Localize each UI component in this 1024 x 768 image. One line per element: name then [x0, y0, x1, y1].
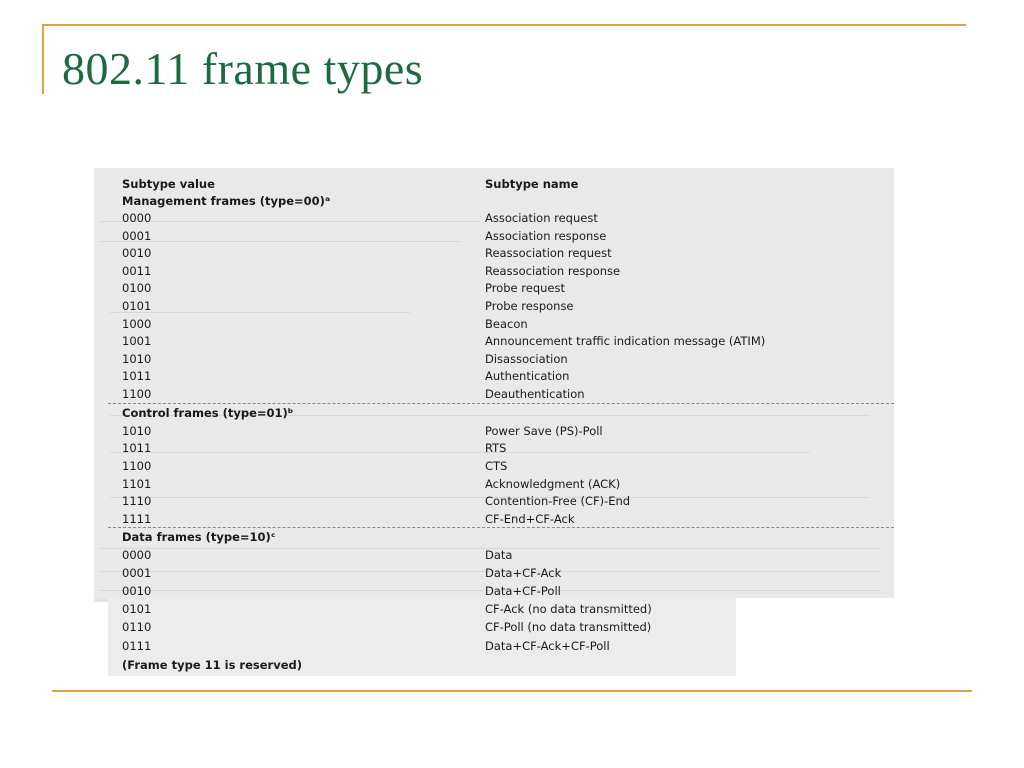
- table-row-value: 1010: [122, 424, 152, 438]
- table-row-name: Reassociation request: [485, 246, 612, 260]
- table-row-name: Association response: [485, 229, 607, 243]
- table-row-value: 1011: [122, 369, 152, 383]
- table-row-value: 1010: [122, 352, 152, 366]
- table-row-name: Contention-Free (CF)-End: [485, 494, 631, 508]
- table-row-name: CF-Ack (no data transmitted): [485, 602, 652, 616]
- section-divider: [108, 403, 894, 404]
- table-row-value: 0011: [122, 264, 152, 278]
- table-row-value: 0111: [122, 639, 152, 653]
- table-row-name: Probe response: [485, 299, 574, 313]
- table-row-name: Deauthentication: [485, 387, 585, 401]
- table-row-name: Association request: [485, 211, 598, 225]
- header-subtype-name: Subtype name: [485, 177, 579, 191]
- table-footnote: (Frame type 11 is reserved): [122, 658, 302, 672]
- table-row-name: CF-Poll (no data transmitted): [485, 620, 652, 634]
- table-row-value: 0101: [122, 602, 152, 616]
- bottom-accent-line: [52, 690, 972, 692]
- table-row-name: Data: [485, 548, 513, 562]
- table-row-name: Reassociation response: [485, 264, 621, 278]
- table-row-value: 0010: [122, 246, 152, 260]
- table-row-name: CTS: [485, 459, 508, 473]
- table-row-name: Disassociation: [485, 352, 568, 366]
- section-divider: [108, 527, 894, 528]
- table-row-name: Data+CF-Ack: [485, 566, 562, 580]
- table-row-value: 0000: [122, 211, 152, 225]
- table-row-name: Authentication: [485, 369, 570, 383]
- table-row-value: 0010: [122, 584, 152, 598]
- table-row-value: 1110: [122, 494, 152, 508]
- table-row-name: RTS: [485, 441, 507, 455]
- slide-title: 802.11 frame types: [62, 43, 424, 94]
- table-row-name: CF-End+CF-Ack: [485, 512, 575, 526]
- table-row-name: Beacon: [485, 317, 528, 331]
- table-row-name: Data+CF-Poll: [485, 584, 561, 598]
- table-row-name: Acknowledgment (ACK): [485, 477, 621, 491]
- section-heading-management: Management frames (type=00)ᵃ: [122, 194, 331, 208]
- table-row-value: 0000: [122, 548, 152, 562]
- table-row-value: 1001: [122, 334, 152, 348]
- table-row-value: 1100: [122, 459, 152, 473]
- table-row-name: Probe request: [485, 281, 565, 295]
- table-row-value: 0001: [122, 566, 152, 580]
- table-row-name: Data+CF-Ack+CF-Poll: [485, 639, 610, 653]
- table-row-value: 1101: [122, 477, 152, 491]
- table-row-value: 1011: [122, 441, 152, 455]
- table-row-value: 0110: [122, 620, 152, 634]
- section-heading-data: Data frames (type=10)ᶜ: [122, 530, 276, 544]
- table-row-value: 0101: [122, 299, 152, 313]
- table-row-name: Announcement traffic indication message (ATIM): [485, 334, 766, 348]
- table-row-value: 0100: [122, 281, 152, 295]
- header-subtype-value: Subtype value: [122, 177, 215, 191]
- table-row-name: Power Save (PS)-Poll: [485, 424, 603, 438]
- table-row-value: 1111: [122, 512, 152, 526]
- section-heading-control: Control frames (type=01)ᵇ: [122, 406, 294, 420]
- table-row-value: 1100: [122, 387, 152, 401]
- table-row-value: 0001: [122, 229, 152, 243]
- table-row-value: 1000: [122, 317, 152, 331]
